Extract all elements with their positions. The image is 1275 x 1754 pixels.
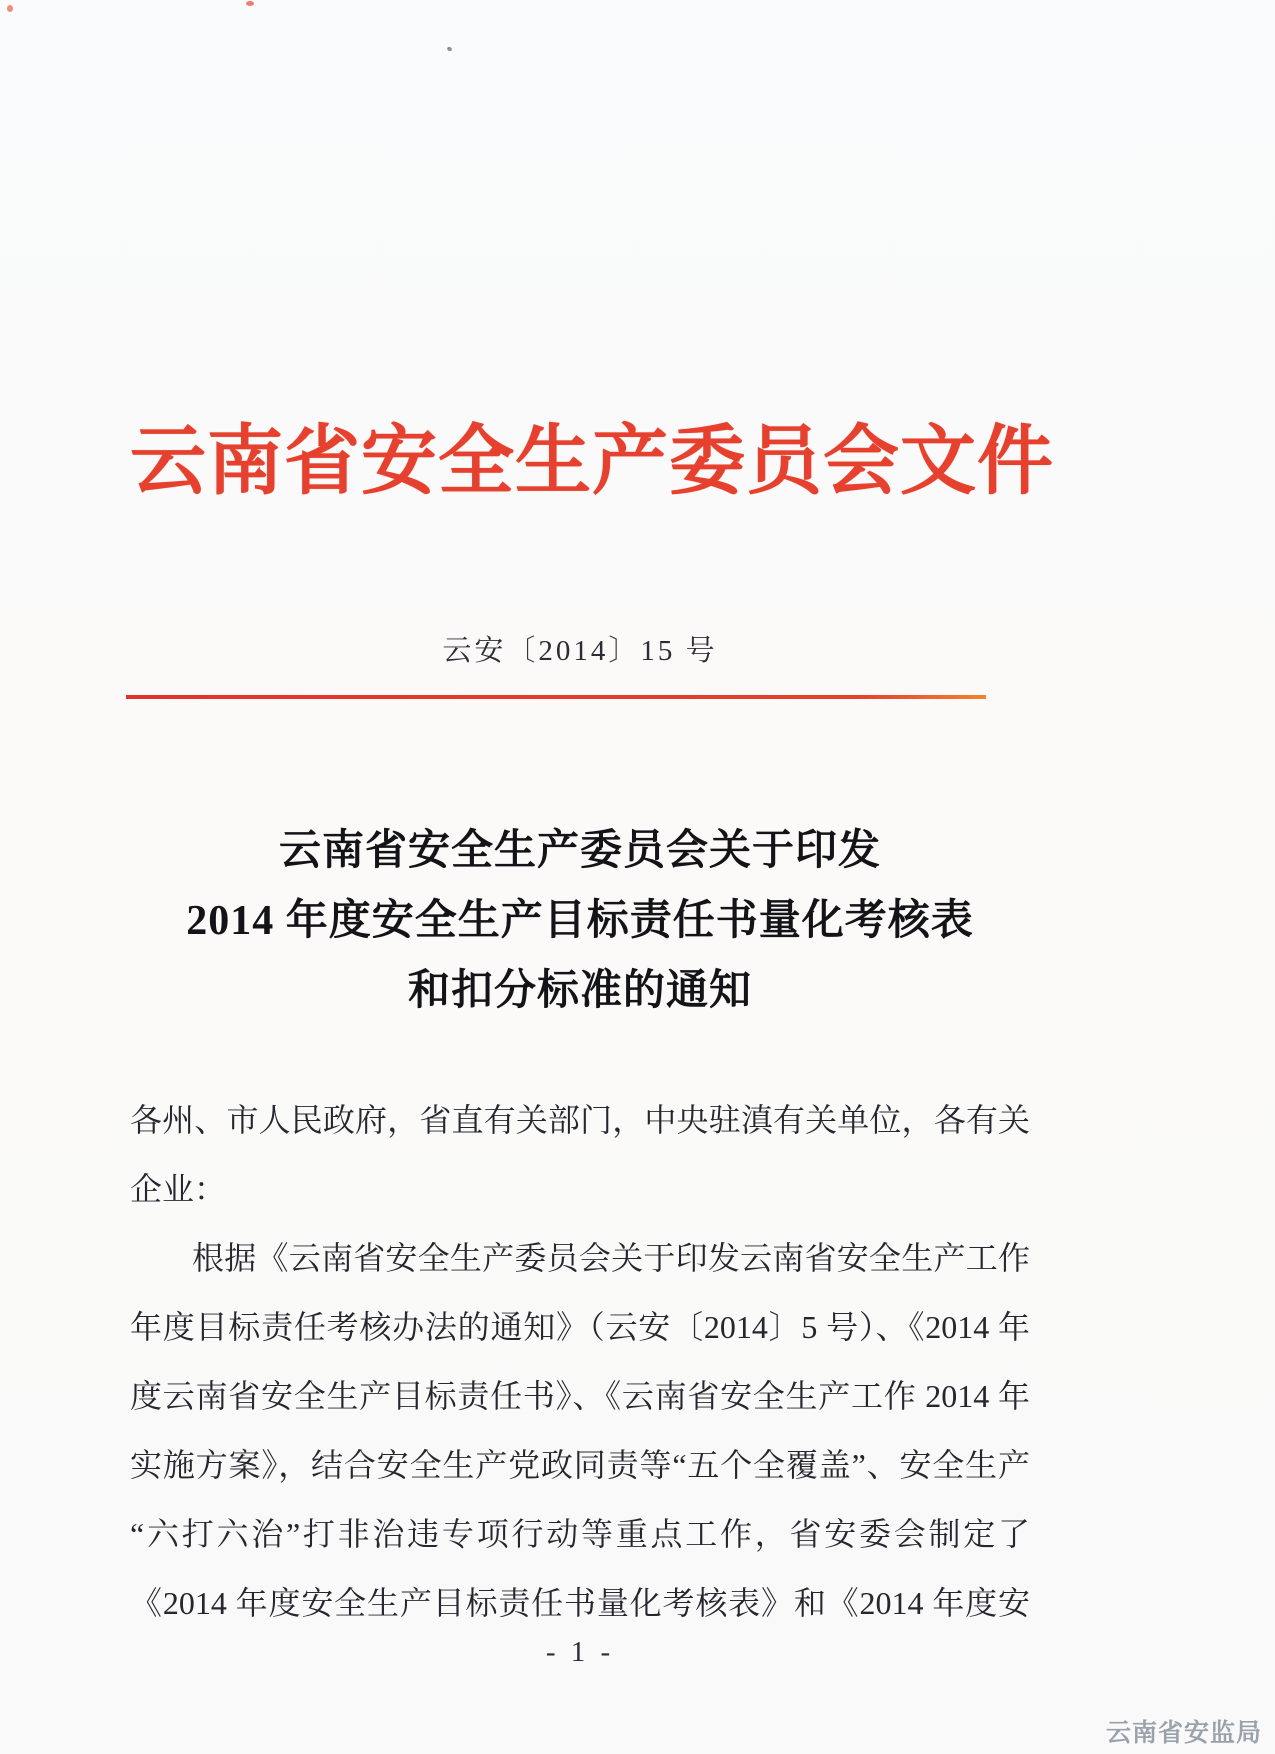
scan-artifact: [7, 5, 13, 12]
page-number: - 1 -: [545, 1636, 615, 1668]
body-line-paragraph-1: 根据《云南省安全生产委员会关于印发云南省安全生产工作: [192, 1240, 1030, 1276]
org-header-title: 云南省安全生产委员会文件: [130, 420, 1054, 504]
document-title-line-1: 云南省安全生产委员会关于印发: [278, 828, 881, 874]
document-title-line-3: 和扣分标准的通知: [407, 968, 752, 1014]
document-body: [130, 1086, 1030, 1638]
body-line-recipients: 各州、市人民政府，省直有关部门，中央驻滇有关单位，各有关: [130, 1102, 1030, 1138]
body-line-paragraph-2: 年度目标责任考核办法的通知》（云安〔2014〕5 号）、《2014 年: [130, 1309, 1030, 1345]
document-title-line-2: 2014 年度安全生产目标责任书量化考核表: [186, 898, 974, 944]
body-line-recipients-continued: 企业：: [130, 1171, 227, 1207]
red-divider-rule: [126, 695, 986, 699]
body-line-paragraph-5: “六打六治”打非治违专项行动等重点工作，省安委会制定了: [130, 1516, 1030, 1552]
agency-watermark: 云南省安监局: [1105, 1720, 1262, 1747]
document-content: [130, 0, 1054, 1754]
body-line-paragraph-3: 度云南省安全生产目标责任书》、《云南省安全生产工作 2014 年: [130, 1378, 1030, 1414]
document-title: [130, 816, 1030, 1026]
body-line-paragraph-4: 实施方案》，结合安全生产党政同责等“五个全覆盖”、安全生产: [130, 1447, 1030, 1483]
body-line-paragraph-6: 《2014 年度安全生产目标责任书量化考核表》和《2014 年度安: [130, 1585, 1030, 1621]
document-number: 云安〔2014〕15 号: [442, 635, 718, 667]
